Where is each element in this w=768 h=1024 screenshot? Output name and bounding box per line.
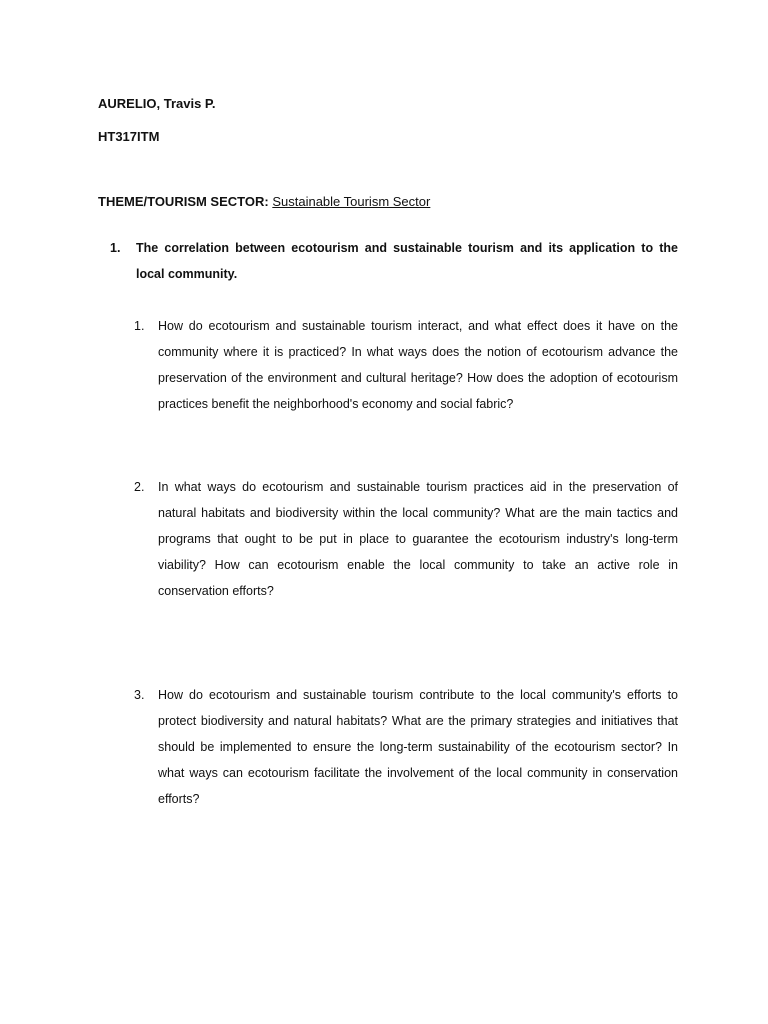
topic-item [110,235,678,287]
question-number: 1. [134,319,145,333]
topic-number: 1. [110,241,121,255]
question-text: In what ways do ecotourism and sustainable tourism practices aid in the preservation of natural habitats and biodiversity within the local community? What are the main tactics and programs that ought to be put in place to guarantee the ecotourism industry's long-term viability? How can ecotourism enable the local community to take an active role in conservation efforts? [158,480,678,598]
question-item-1 [134,313,678,417]
student-name: AURELIO, Travis P. [98,96,216,111]
question-number: 3. [134,688,145,702]
question-text: How do ecotourism and sustainable tourism contribute to the local community's efforts to protect biodiversity and natural habitats? What are the primary strategies and initiatives that should be implemented to ensure the long-term sustainability of the ecotourism sector? In what ways can ecotourism facilitate the involvement of the local community in conservation efforts? [158,688,678,806]
theme-value: Sustainable Tourism Sector [272,194,431,209]
theme-label: THEME/TOURISM SECTOR: [98,194,269,209]
question-text: How do ecotourism and sustainable tourism interact, and what effect does it have on the community where it is practiced? In what ways does the notion of ecotourism advance the preservation of the environment and cultural heritage? How does the adoption of ecotourism practices benefit the neighborhood's economy and social fabric? [158,319,678,411]
theme-line [98,194,430,209]
question-number: 2. [134,480,145,494]
question-item-3 [134,682,678,812]
topic-text: The correlation between ecotourism and sustainable tourism and its application to the local community. [136,241,678,281]
question-item-2 [134,474,678,604]
course-code: HT317ITM [98,129,160,144]
